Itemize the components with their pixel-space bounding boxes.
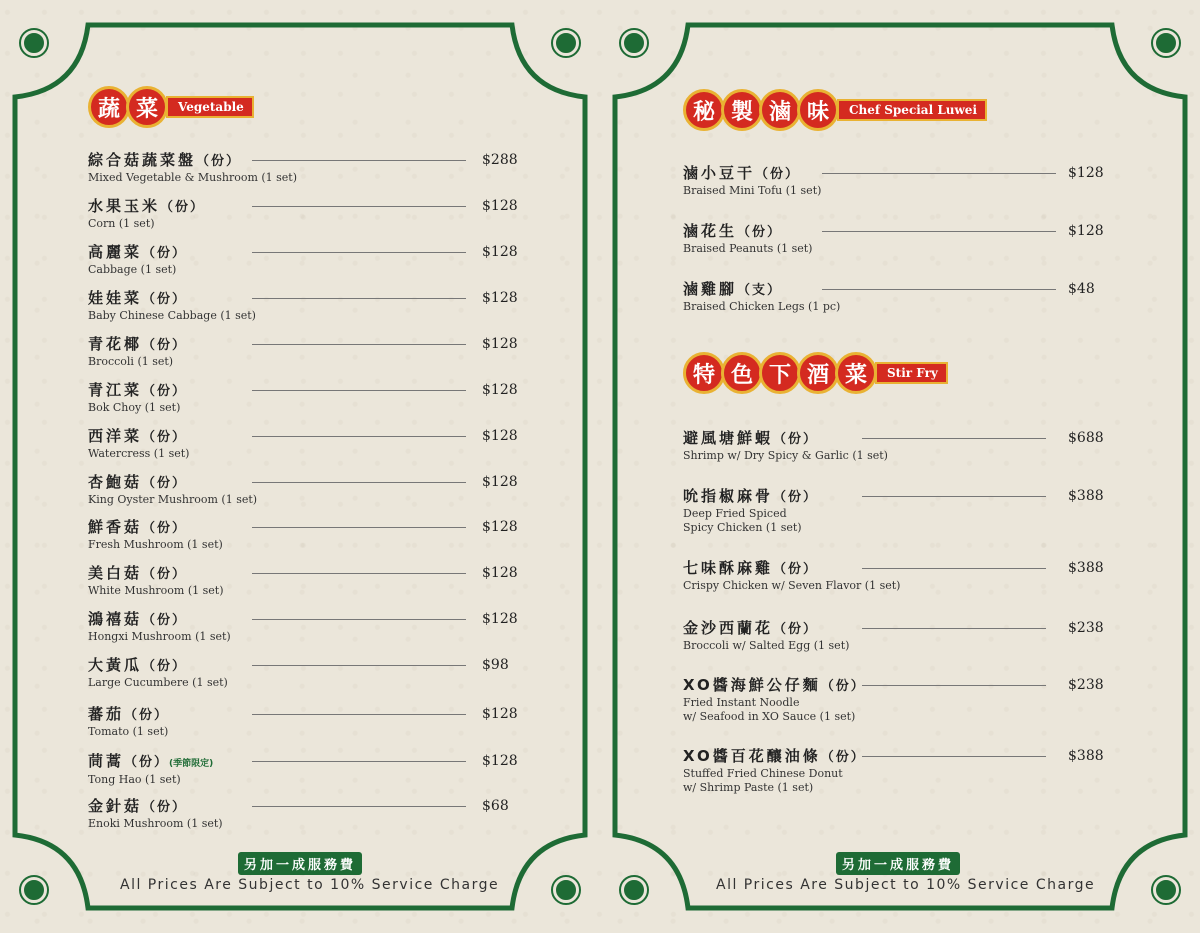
leader-line	[252, 206, 466, 207]
corner-dot	[621, 877, 647, 903]
menu-item-price: $128	[482, 336, 518, 352]
menu-item-chinese-name	[88, 427, 189, 447]
item-name-zh: XO醬百花釀油條	[683, 747, 821, 765]
corner-dot	[21, 877, 47, 903]
menu-item	[683, 747, 866, 795]
leader-line	[252, 619, 466, 620]
item-name-zh: XO醬海鮮公仔麵	[683, 676, 821, 694]
menu-item-chinese-name	[88, 705, 169, 725]
menu-item-chinese-name	[683, 676, 866, 696]
item-unit: （份）	[820, 679, 866, 694]
item-name-zh: 七味酥麻雞	[683, 559, 774, 577]
menu-item-price: $128	[1068, 223, 1104, 239]
menu-item-price: $128	[482, 753, 518, 769]
menu-item	[683, 676, 866, 724]
menu-item-english-name: Braised Peanuts (1 set)	[683, 242, 813, 255]
menu-item-english-name: w/ Seafood in XO Sauce (1 set)	[683, 710, 856, 723]
banner-character: 特	[683, 352, 725, 394]
menu-item-chinese-name	[88, 243, 187, 263]
item-name-zh: 美白菇	[88, 564, 143, 582]
menu-item-chinese-name	[88, 656, 228, 676]
menu-item	[88, 705, 169, 739]
menu-item	[88, 656, 228, 690]
item-name-zh: 綜合菇蔬菜盤	[88, 151, 197, 169]
menu-item-english-name: Baby Chinese Cabbage (1 set)	[88, 309, 256, 322]
menu-item	[88, 473, 257, 507]
item-unit: （份）	[142, 246, 188, 261]
leader-line	[252, 298, 466, 299]
item-name-zh: 鮮香菇	[88, 518, 143, 536]
item-unit: （份）	[755, 167, 801, 182]
banner-english-label: Vegetable	[166, 96, 254, 118]
menu-item	[88, 610, 231, 644]
banner-character: 滷	[759, 89, 801, 131]
menu-item-price: $68	[482, 798, 509, 814]
menu-item-price: $128	[482, 244, 518, 260]
menu-item-chinese-name	[88, 797, 223, 817]
menu-item-price: $128	[482, 565, 518, 581]
item-unit: （份）	[196, 154, 242, 169]
banner-english-label: Chef Special Luwei	[837, 99, 987, 121]
corner-dot	[21, 30, 47, 56]
menu-item	[683, 619, 849, 653]
menu-item	[88, 564, 224, 598]
item-unit: （份）	[124, 708, 170, 723]
banner-character: 酒	[797, 352, 839, 394]
menu-item-english-name: Cabbage (1 set)	[88, 263, 177, 276]
menu-item-price: $688	[1068, 430, 1104, 446]
seasonal-note: (季節限定)	[169, 759, 214, 769]
leader-line	[862, 756, 1046, 757]
menu-item-price: $128	[482, 519, 518, 535]
menu-item-chinese-name	[683, 619, 849, 639]
item-name-zh: 金沙西蘭花	[683, 619, 774, 637]
leader-line	[862, 628, 1046, 629]
menu-item	[88, 752, 213, 787]
leader-line	[862, 568, 1046, 569]
corner-dot	[1153, 30, 1179, 56]
menu-item-chinese-name	[88, 610, 231, 630]
menu-item-chinese-name	[88, 752, 213, 773]
item-unit: （份）	[773, 562, 819, 577]
menu-item-english-name: Corn (1 set)	[88, 217, 155, 230]
menu-item-english-name: Hongxi Mushroom (1 set)	[88, 630, 231, 643]
menu-item-chinese-name	[683, 747, 866, 767]
item-name-zh: 高麗菜	[88, 243, 143, 261]
menu-item-english-name: Large Cucumbere (1 set)	[88, 676, 228, 689]
item-unit: （份）	[142, 384, 188, 399]
item-unit: （份）	[142, 338, 188, 353]
service-charge-note: All Prices Are Subject to 10% Service Charge	[120, 877, 500, 893]
item-name-zh: 滷花生	[683, 222, 738, 240]
menu-item	[683, 280, 840, 314]
menu-item-chinese-name	[88, 473, 257, 493]
menu-item-price: $98	[482, 657, 509, 673]
item-name-zh: 滷小豆干	[683, 164, 756, 182]
item-unit: （份）	[160, 200, 206, 215]
leader-line	[252, 436, 466, 437]
menu-item-english-name: White Mushroom (1 set)	[88, 584, 224, 597]
banner-character: 色	[721, 352, 763, 394]
menu-item-price: $388	[1068, 748, 1104, 764]
leader-line	[822, 173, 1056, 174]
menu-item-english-name: Spicy Chicken (1 set)	[683, 521, 802, 534]
menu-item	[88, 197, 205, 231]
item-unit: （份）	[773, 432, 819, 447]
item-unit: （份）	[142, 430, 188, 445]
section-banner-luwei	[683, 89, 987, 131]
menu-item	[683, 429, 888, 463]
item-unit: （份）	[142, 800, 188, 815]
item-name-zh: 杏鮑菇	[88, 473, 143, 491]
menu-page-right	[600, 0, 1200, 933]
item-unit: （份）	[142, 659, 188, 674]
leader-line	[822, 289, 1056, 290]
menu-item-price: $388	[1068, 488, 1104, 504]
menu-item-english-name: Deep Fried Spiced	[683, 507, 787, 520]
menu-item-chinese-name	[88, 289, 256, 309]
leader-line	[252, 160, 466, 161]
item-unit: （份）	[820, 750, 866, 765]
item-unit: （份）	[142, 521, 188, 536]
item-unit: （份）	[142, 476, 188, 491]
menu-item-chinese-name	[683, 222, 812, 242]
menu-item-english-name: Fried Instant Noodle	[683, 696, 800, 709]
menu-item-price: $48	[1068, 281, 1095, 297]
leader-line	[862, 685, 1046, 686]
item-name-zh: 避風塘鮮蝦	[683, 429, 774, 447]
item-name-zh: 滷雞腳	[683, 280, 738, 298]
menu-item	[683, 559, 900, 593]
menu-item-english-name: Watercress (1 set)	[88, 447, 190, 460]
item-unit: （支）	[737, 283, 783, 298]
menu-item-price: $238	[1068, 620, 1104, 636]
menu-item-english-name: Enoki Mushroom (1 set)	[88, 817, 223, 830]
menu-item-price: $128	[482, 611, 518, 627]
menu-item-price: $128	[482, 290, 518, 306]
corner-dot	[621, 30, 647, 56]
menu-item-chinese-name	[683, 487, 818, 507]
service-charge-badge: 另加一成服務費	[836, 852, 960, 875]
banner-english-label: Stir Fry	[875, 362, 948, 384]
menu-item-price: $238	[1068, 677, 1104, 693]
menu-item	[88, 427, 189, 461]
menu-item-english-name: Broccoli (1 set)	[88, 355, 174, 368]
banner-character: 菜	[126, 86, 168, 128]
item-name-zh: 吮指椒麻骨	[683, 487, 774, 505]
menu-item	[88, 151, 297, 185]
menu-item-chinese-name	[88, 518, 223, 538]
item-name-zh: 茼蒿	[88, 752, 125, 770]
leader-line	[252, 390, 466, 391]
item-name-zh: 娃娃菜	[88, 289, 143, 307]
menu-item	[88, 518, 223, 552]
menu-item-price: $128	[1068, 165, 1104, 181]
item-unit: （份）	[142, 567, 188, 582]
menu-item	[683, 487, 818, 535]
menu-item	[683, 164, 821, 198]
menu-item-english-name: Braised Chicken Legs (1 pc)	[683, 300, 841, 313]
item-unit: （份）	[737, 225, 783, 240]
menu-item-english-name: Bok Choy (1 set)	[88, 401, 181, 414]
menu-item	[88, 381, 187, 415]
service-charge-note: All Prices Are Subject to 10% Service Charge	[716, 877, 1096, 893]
item-unit: （份）	[142, 292, 188, 307]
item-name-zh: 西洋菜	[88, 427, 143, 445]
leader-line	[252, 252, 466, 253]
menu-item-chinese-name	[683, 429, 888, 449]
section-banner-stir-fry	[683, 352, 948, 394]
menu-item-price: $128	[482, 198, 518, 214]
item-name-zh: 大黃瓜	[88, 656, 143, 674]
banner-character: 下	[759, 352, 801, 394]
item-name-zh: 水果玉米	[88, 197, 161, 215]
leader-line	[862, 496, 1046, 497]
menu-item-english-name: Stuffed Fried Chinese Donut	[683, 767, 843, 780]
menu-item	[683, 222, 812, 256]
menu-item-english-name: w/ Shrimp Paste (1 set)	[683, 781, 814, 794]
leader-line	[252, 761, 466, 762]
menu-item	[88, 797, 223, 831]
leader-line	[252, 714, 466, 715]
menu-item-english-name: Braised Mini Tofu (1 set)	[683, 184, 822, 197]
menu-item-english-name: King Oyster Mushroom (1 set)	[88, 493, 258, 506]
menu-item-price: $128	[482, 428, 518, 444]
menu-item-english-name: Shrimp w/ Dry Spicy & Garlic (1 set)	[683, 449, 888, 462]
menu-item-chinese-name	[88, 151, 297, 171]
menu-item-chinese-name	[683, 559, 900, 579]
menu-item-chinese-name	[88, 335, 187, 355]
menu-item-price: $388	[1068, 560, 1104, 576]
leader-line	[252, 573, 466, 574]
item-name-zh: 青江菜	[88, 381, 143, 399]
leader-line	[252, 344, 466, 345]
menu-item-chinese-name	[683, 280, 840, 300]
menu-item	[88, 289, 256, 323]
leader-line	[862, 438, 1046, 439]
banner-character: 製	[721, 89, 763, 131]
menu-item-price: $128	[482, 382, 518, 398]
item-unit: （份）	[773, 490, 819, 505]
corner-dot	[553, 877, 579, 903]
leader-line	[252, 527, 466, 528]
menu-item-price: $128	[482, 474, 518, 490]
menu-item-english-name: Tomato (1 set)	[88, 725, 169, 738]
banner-character: 秘	[683, 89, 725, 131]
menu-item-chinese-name	[88, 381, 187, 401]
item-name-zh: 青花椰	[88, 335, 143, 353]
menu-item	[88, 243, 187, 277]
item-unit: （份）	[142, 613, 188, 628]
item-name-zh: 蕃茄	[88, 705, 125, 723]
menu-item-price: $288	[482, 152, 518, 168]
service-charge-badge: 另加一成服務費	[238, 852, 362, 875]
menu-item-chinese-name	[88, 197, 205, 217]
leader-line	[252, 806, 466, 807]
banner-character: 蔬	[88, 86, 130, 128]
menu-item-english-name: Crispy Chicken w/ Seven Flavor (1 set)	[683, 579, 901, 592]
menu-item-english-name: Broccoli w/ Salted Egg (1 set)	[683, 639, 850, 652]
menu-item-english-name: Fresh Mushroom (1 set)	[88, 538, 223, 551]
banner-character: 菜	[835, 352, 877, 394]
item-name-zh: 金針菇	[88, 797, 143, 815]
leader-line	[252, 482, 466, 483]
leader-line	[822, 231, 1056, 232]
menu-item-english-name: Tong Hao (1 set)	[88, 773, 181, 786]
menu-item-price: $128	[482, 706, 518, 722]
banner-character: 味	[797, 89, 839, 131]
menu-item	[88, 335, 187, 369]
item-name-zh: 鴻禧菇	[88, 610, 143, 628]
menu-item-chinese-name	[88, 564, 224, 584]
item-unit: （份）	[124, 755, 170, 770]
menu-item-english-name: Mixed Vegetable & Mushroom (1 set)	[88, 171, 298, 184]
leader-line	[252, 665, 466, 666]
item-unit: （份）	[773, 622, 819, 637]
menu-item-chinese-name	[683, 164, 821, 184]
corner-dot	[553, 30, 579, 56]
section-banner-vegetable	[88, 86, 254, 128]
corner-dot	[1153, 877, 1179, 903]
